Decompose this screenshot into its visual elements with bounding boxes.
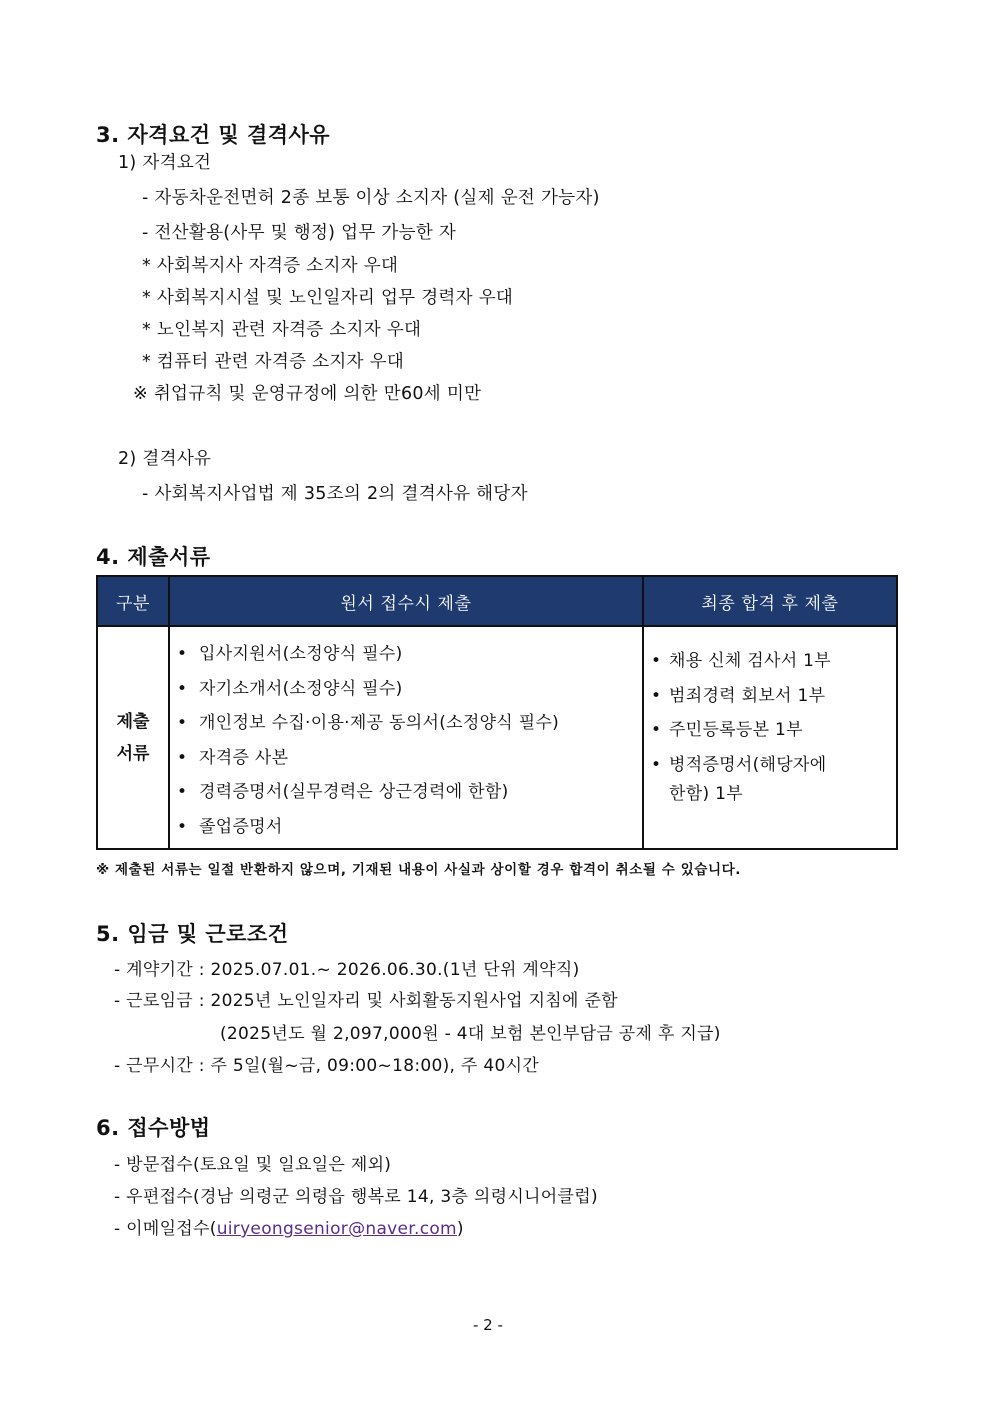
- category-cell: [97, 626, 169, 849]
- email-link[interactable]: uiryeongsenior@naver.com: [216, 1219, 457, 1239]
- list-item: • 졸업증명서: [177, 813, 641, 848]
- section-5-title: 5. 임금 및 근로조건: [96, 922, 289, 946]
- list-item: • 개인정보 수집·이용·제공 동의서(소정양식 필수): [177, 709, 641, 744]
- wage: - 근로임금 : 2025년 노인일자리 및 사회활동지원사업 지침에 준함: [114, 991, 618, 1011]
- bullet: •: [177, 644, 188, 664]
- final-docs-list: [645, 628, 895, 810]
- section-6-title: 6. 접수방법: [96, 1116, 211, 1140]
- qualification-subtitle: 1) 자격요건: [118, 153, 212, 173]
- header-apply: 원서 접수시 제출: [169, 576, 643, 626]
- qualification-item: - 전산활용(사무 및 행정) 업무 가능한 자: [142, 223, 457, 243]
- disqualification-item: - 사회복지사업법 제 35조의 2의 결격사유 해당자: [142, 484, 528, 504]
- age-note: ※ 취업규칙 및 운영규정에 의한 만60세 미만: [133, 384, 482, 404]
- category-line: 제출: [116, 711, 150, 732]
- bullet: •: [651, 685, 662, 706]
- section-3-title: 3. 자격요건 및 결격사유: [96, 123, 331, 147]
- list-item: • 자기소개서(소정양식 필수): [177, 675, 641, 710]
- qualification-item: - 자동차운전면허 2종 보통 이상 소지자 (실제 운전 가능자): [142, 188, 600, 208]
- qualification-item: * 사회복지사 자격증 소지자 우대: [142, 256, 399, 276]
- wage-detail: (2025년도 월 2,097,000원 - 4대 보험 본인부담금 공제 후 지급): [220, 1024, 721, 1044]
- category-line: 서류: [116, 743, 150, 764]
- disqualification-subtitle: 2) 결격사유: [118, 449, 212, 469]
- contract-period: - 계약기간 : 2025.07.01.~ 2026.06.30.(1년 단위 계약직): [114, 960, 580, 980]
- list-item: • 채용 신체 검사서 1부: [651, 644, 895, 679]
- final-docs-cell: [643, 626, 897, 849]
- list-item: • 입사지원서(소정양식 필수): [177, 640, 641, 675]
- bullet: •: [651, 651, 662, 671]
- table-row: [97, 626, 897, 849]
- documents-table: [96, 575, 898, 850]
- list-item: • 범죄경력 회보서 1부: [651, 679, 895, 714]
- work-hours: - 근무시간 : 주 5일(월~금, 09:00~18:00), 주 40시간: [114, 1056, 540, 1076]
- bullet: •: [651, 754, 662, 775]
- list-item: • 주민등록등본 1부: [651, 713, 895, 748]
- documents-note: ※ 제출된 서류는 일절 반환하지 않으며, 기재된 내용이 사실과 상이할 경우 합격이 취소될 수 있습니다.: [96, 862, 742, 878]
- list-item: • 경력증명서(실무경력은 상근경력에 한함): [177, 778, 641, 813]
- section-4-title: 4. 제출서류: [96, 545, 211, 569]
- list-item: • 병적증명서(해당자에 한함) 1부: [651, 748, 895, 811]
- email-application: - 이메일접수(uiryeongsenior@naver.com): [114, 1219, 464, 1239]
- apply-docs-list: [171, 628, 641, 847]
- header-final: 최종 합격 후 제출: [643, 576, 897, 626]
- bullet: •: [177, 678, 188, 699]
- apply-docs-cell: [169, 626, 643, 849]
- header-category: 구분: [97, 576, 169, 626]
- bullet: •: [651, 720, 662, 740]
- bullet: •: [177, 747, 188, 768]
- bullet: •: [177, 713, 188, 733]
- qualification-item: * 사회복지시설 및 노인일자리 업무 경력자 우대: [142, 288, 514, 308]
- bullet: •: [177, 816, 188, 837]
- list-item: • 자격증 사본: [177, 744, 641, 779]
- qualification-item: * 컴퓨터 관련 자격증 소지자 우대: [142, 352, 405, 372]
- bullet: •: [177, 782, 188, 802]
- mail-application: - 우편접수(경남 의령군 의령읍 행복로 14, 3층 의령시니어클럽): [114, 1187, 598, 1207]
- visit-application: - 방문접수(토요일 및 일요일은 제외): [114, 1155, 392, 1175]
- qualification-item: * 노인복지 관련 자격증 소지자 우대: [142, 320, 422, 340]
- table-header-row: [97, 576, 897, 626]
- page-number: - 2 -: [473, 1316, 503, 1334]
